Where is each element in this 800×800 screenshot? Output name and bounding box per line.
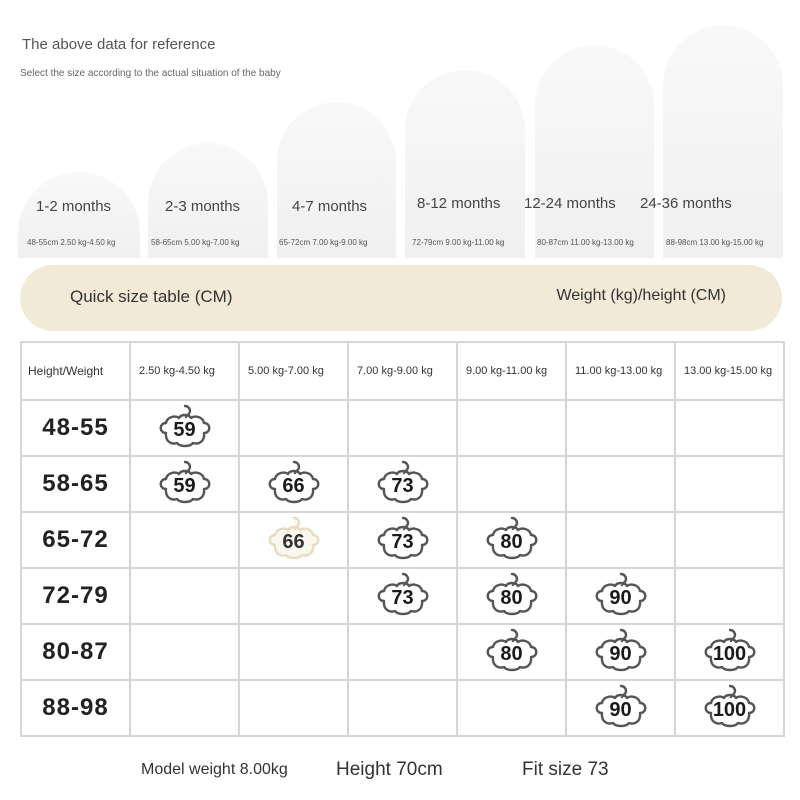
size-value: 100 [712, 642, 747, 665]
size-value: 90 [609, 642, 632, 665]
size-badge [593, 683, 649, 729]
quick-size-banner [20, 265, 782, 331]
table-cell [239, 456, 348, 512]
table-cell [130, 400, 239, 456]
table-cell [239, 624, 348, 680]
table-cell [675, 680, 784, 736]
stage-label-1: 1-2 months [36, 198, 112, 215]
size-badge [484, 515, 540, 561]
stage-spec-5: 80-87cm 11.00 kg-13.00 kg [537, 238, 634, 247]
stage-spec-1: 48-55cm 2.50 kg-4.50 kg [27, 238, 116, 247]
table-cell [130, 456, 239, 512]
size-badge [593, 627, 649, 673]
size-badge [484, 571, 540, 617]
table-cell [457, 400, 566, 456]
size-badge [375, 515, 431, 561]
table-cell [348, 456, 457, 512]
size-value: 80 [500, 530, 523, 553]
table-cell [566, 456, 675, 512]
table-row [21, 624, 784, 680]
size-stage-chart [0, 0, 800, 260]
size-badge [266, 515, 322, 561]
footer-model-weight: Model weight 8.00kg [141, 761, 288, 778]
table-row [21, 456, 784, 512]
size-value: 80 [500, 586, 523, 609]
table-cell [348, 568, 457, 624]
column-header: 11.00 kg-13.00 kg [566, 342, 675, 400]
page-title: The above data for reference [22, 36, 216, 53]
table-row [21, 400, 784, 456]
stage-label-2: 2-3 months [165, 198, 241, 215]
row-height-label: 72-79 [21, 568, 130, 624]
table-cell [239, 680, 348, 736]
table-cell [130, 568, 239, 624]
size-table [20, 341, 785, 737]
table-cell [130, 624, 239, 680]
table-cell [566, 568, 675, 624]
row-height-label: 48-55 [21, 400, 130, 456]
size-value: 90 [609, 586, 632, 609]
table-cell [457, 624, 566, 680]
table-cell [239, 568, 348, 624]
size-value: 73 [391, 474, 414, 497]
table-cell [348, 512, 457, 568]
size-badge [702, 683, 758, 729]
stage-arch-3 [277, 102, 396, 258]
table-cell [675, 456, 784, 512]
table-row [21, 512, 784, 568]
table-cell [130, 680, 239, 736]
column-header: 5.00 kg-7.00 kg [239, 342, 348, 400]
table-cell [348, 400, 457, 456]
table-body [21, 400, 784, 736]
size-badge [375, 571, 431, 617]
table-cell [566, 512, 675, 568]
size-badge [157, 459, 213, 505]
table-cell [675, 624, 784, 680]
column-header: 9.00 kg-11.00 kg [457, 342, 566, 400]
table-cell [566, 400, 675, 456]
stage-spec-4: 72-79cm 9.00 kg-11.00 kg [412, 238, 505, 247]
table-cell [675, 400, 784, 456]
table-cell [457, 680, 566, 736]
footer-height: Height 70cm [336, 759, 443, 780]
size-value: 66 [282, 474, 305, 497]
table-cell [239, 512, 348, 568]
row-height-label: 88-98 [21, 680, 130, 736]
page-subtitle: Select the size according to the actual situation of the baby [20, 68, 281, 79]
size-value: 73 [391, 586, 414, 609]
banner-axis-note: Weight (kg)/height (CM) [556, 287, 726, 304]
row-height-label: 80-87 [21, 624, 130, 680]
table-cell [457, 512, 566, 568]
table-cell [348, 624, 457, 680]
table-cell [675, 568, 784, 624]
size-value: 100 [712, 698, 747, 721]
size-badge [157, 403, 213, 449]
row-height-label: 65-72 [21, 512, 130, 568]
stage-arch-6 [663, 25, 783, 258]
size-badge [702, 627, 758, 673]
stage-spec-2: 58-65cm 5.00 kg-7.00 kg [151, 238, 240, 247]
stage-arch-4 [405, 70, 525, 258]
column-header: 7.00 kg-9.00 kg [348, 342, 457, 400]
size-badge [484, 627, 540, 673]
table-cell [457, 456, 566, 512]
table-cell [348, 680, 457, 736]
size-value: 80 [500, 642, 523, 665]
table-cell [566, 680, 675, 736]
table-row [21, 568, 784, 624]
size-value: 59 [173, 418, 196, 441]
column-header: 13.00 kg-15.00 kg [675, 342, 784, 400]
stage-spec-3: 65-72cm 7.00 kg-9.00 kg [279, 238, 368, 247]
table-row [21, 680, 784, 736]
table-cell [239, 400, 348, 456]
size-value: 73 [391, 530, 414, 553]
stage-label-4: 8-12 months [417, 195, 501, 212]
size-value: 90 [609, 698, 632, 721]
table-cell [457, 568, 566, 624]
size-badge [593, 571, 649, 617]
size-value: 59 [173, 474, 196, 497]
table-corner-header: Height/Weight [21, 342, 130, 400]
footer-fit-size: Fit size 73 [522, 759, 609, 780]
table-cell [130, 512, 239, 568]
stage-label-3: 4-7 months [292, 198, 368, 215]
stage-arch-5 [535, 45, 654, 258]
stage-spec-6: 88-98cm 13.00 kg-15.00 kg [666, 238, 764, 247]
size-value: 66 [282, 530, 305, 553]
size-badge [375, 459, 431, 505]
banner-title: Quick size table (CM) [70, 287, 233, 306]
stage-label-6: 24-36 months [640, 195, 732, 212]
table-cell [675, 512, 784, 568]
stage-label-5: 12-24 months [524, 195, 616, 212]
table-cell [566, 624, 675, 680]
size-badge [266, 459, 322, 505]
row-height-label: 58-65 [21, 456, 130, 512]
column-header: 2.50 kg-4.50 kg [130, 342, 239, 400]
table-header-row [21, 342, 784, 400]
